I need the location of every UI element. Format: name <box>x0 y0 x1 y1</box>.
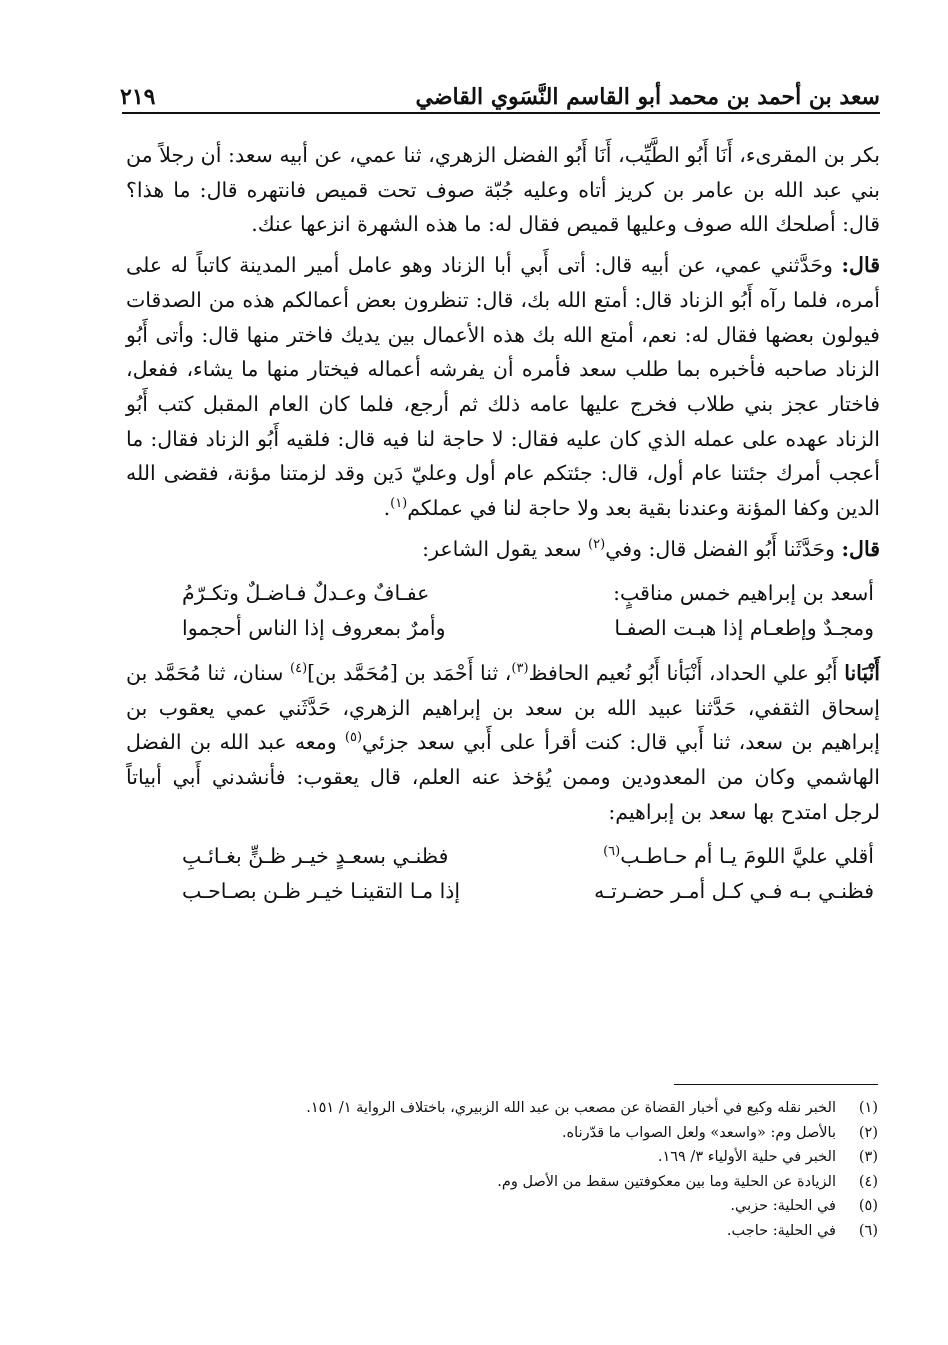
verse-line <box>126 839 880 874</box>
poem-1 <box>126 576 880 645</box>
footnote <box>180 1096 878 1121</box>
paragraph-text: بكر بن المقرىء، أَنَا أَبُو الطَّيِّب، أَنَا أَبُو الفضل الزهري، ثنا عمي، عن أبيه سعد: أن رجلاً من بني عبد الله بن عامر بن كريز أتاه وعليه جُبّة صوف تحت قميص فانتهره قال: ما هذا؟ قال: أصلحك الله صوف وعليها قميص فقال له: ما هذه الشهرة انزعها عنك. <box>126 143 880 237</box>
paragraph-1 <box>126 138 880 242</box>
footnote <box>180 1219 878 1244</box>
footnotes <box>180 1096 878 1243</box>
footnote-number: (١) <box>858 1100 878 1116</box>
verse-second-hemistich: وأمرٌ بمعروف إذا الناس أحجموا <box>182 616 446 641</box>
paragraph-lead: قال: <box>841 253 880 278</box>
footnote-ref: (٢) <box>588 536 606 552</box>
footnote-ref: (٥) <box>344 730 363 746</box>
footnote-number: (٣) <box>858 1149 878 1165</box>
paragraph-text: ومعه عبد الله بن الفضل الهاشمي وكان من المعدودين وممن يُؤخذ عنه العلم، قال يعقوب: فأنشدني أَبي أبياتاً لرجل امتدح بها سعد بن إبراهيم: <box>126 730 880 824</box>
footnote-text: الخبر نقله وكيع في أخبار القضاة عن مصعب بن عبد الله الزبيري، باختلاف الرواية ١/ ١٥١. <box>306 1100 836 1116</box>
footnote <box>180 1145 878 1170</box>
header-rule <box>122 112 880 114</box>
page-number: ٢١٩ <box>120 84 156 110</box>
paragraph-4 <box>126 656 880 830</box>
verse-text: أقلي عليَّ اللومَ يـا أم حـاطـب <box>620 844 874 869</box>
running-header <box>120 66 880 110</box>
running-title: سعد بن أحمد بن محمد أبو القاسم النَّسَوي القاضي <box>415 84 880 110</box>
footnote-ref: (٦) <box>603 844 621 860</box>
footnote-number: (٦) <box>858 1222 878 1239</box>
verse-line <box>126 611 880 646</box>
footnote <box>180 1170 878 1195</box>
paragraph-text: وحَدَّثَنا أَبُو الفضل قال: وفي <box>605 536 842 561</box>
footnote-text: الخبر في حلية الأولياء ٣/ ١٦٩. <box>657 1149 836 1165</box>
paragraph-text: أَبُو علي الحداد، أَنْبَأنا أَبُو نُعيم الحافظ <box>528 660 845 685</box>
paragraph-lead: أَنْبَانا <box>844 660 880 685</box>
footnote <box>180 1121 878 1146</box>
verse-first-hemistich <box>542 839 874 874</box>
paragraph-text: وحَدَّثني عمي، عن أبيه قال: أتى أَبي أبا الزناد وهو عامل أمير المدينة كاتباً له على أمره، فلما رآه أَبُو الزناد قال: أمتع الله بك، قال: تنظرون بعض أعمالكم هذه من الصدقات فيولون بعضها فقال له: نعم، أمتع الله بك هذه الأعمال بين يديك فاختر منها قال: وأتى أَبُو الزناد صاحبه فأخبره بما طلب سعد فأمره أن يفرشه أعماله فيختار منها ما يشاء، ففعل، فاختار عجز بني طلاب فخرج عليها عامه ذلك ثم أرجع، فلما كان العام المقبل كتب أَبُو الزناد عهده على عمله الذي كان عليه فقال: لا حاجة لنا فيه قال: فلقيه أَبُو الزناد فقال: ما أعجب أمرك جئتنا عام أول، قال: جئتكم عام أول وعليّ دَين وقد لزمتنا مؤنة، فقضى الله الدين وكفا المؤنة وعندنا بقية بعد ولا حاجة لنا في عملكم <box>126 253 880 521</box>
verse-second-hemistich: عفـافٌ وعـدلٌ فـاضـلٌ وتكـرّمُ <box>182 581 430 606</box>
footnote-number: (٢) <box>858 1124 878 1141</box>
main-text <box>126 138 880 919</box>
footnote-ref: (٤) <box>290 661 308 677</box>
paragraph-2 <box>126 248 880 526</box>
paragraph-text: ، ثنا أَحْمَد بن [مُحَمَّد بن] <box>307 660 512 685</box>
verse-second-hemistich: إذا مـا التقينـا خيـر ظـن بصـاحـب <box>182 879 461 904</box>
verse-line <box>126 874 880 909</box>
footnote <box>180 1194 878 1219</box>
verse-first-hemistich: فظنـي بـه فـي كـل أمـر حضـرتـه <box>594 879 874 904</box>
paragraph-lead: قال: <box>841 536 880 561</box>
footnote-number: (٥) <box>858 1198 878 1214</box>
paragraph-text: سنان، ثنا مُحَمَّد بن إسحاق الثقفي، حَدَّثنا عبيد الله بن سعد بن إبراهيم الزهري، حَدَّثَني عمي يعقوب بن إبراهيم بن سعد، ثنا أَبي قال: كنت أقرأ على أَبي سعد جزئي <box>126 660 880 755</box>
paragraph-tail: سعد يقول الشاعر: <box>422 536 589 561</box>
footnote-text: في الحلية: حاجب. <box>726 1222 836 1239</box>
footnote-ref: (٣) <box>511 661 529 677</box>
footnote-text: بالأصل وم: «واسعد» ولعل الصواب ما قدّرناه. <box>561 1124 836 1141</box>
footnote-ref: (١) <box>390 496 408 512</box>
verse-first-hemistich: أسعد بن إبراهيم خمس مناقبٍ: <box>613 581 874 606</box>
footnote-text: في الحلية: حزبي. <box>730 1198 836 1214</box>
paragraph-tail: . <box>383 496 391 521</box>
verse-second-hemistich: فظنـي بسعـدٍ خيـر ظـنٍّ بغـائـبِ <box>182 844 449 869</box>
paragraph-3 <box>126 532 880 567</box>
footnote-number: (٤) <box>858 1173 878 1190</box>
poem-2 <box>126 839 880 908</box>
footnote-rule <box>674 1084 878 1085</box>
footnote-text: الزيادة عن الحلية وما بين معكوفتين سقط من الأصل وم. <box>497 1173 836 1190</box>
verse-line <box>126 576 880 611</box>
verse-first-hemistich: ومجـدٌ وإطعـام إذا هبـت الصفـا <box>614 616 874 641</box>
